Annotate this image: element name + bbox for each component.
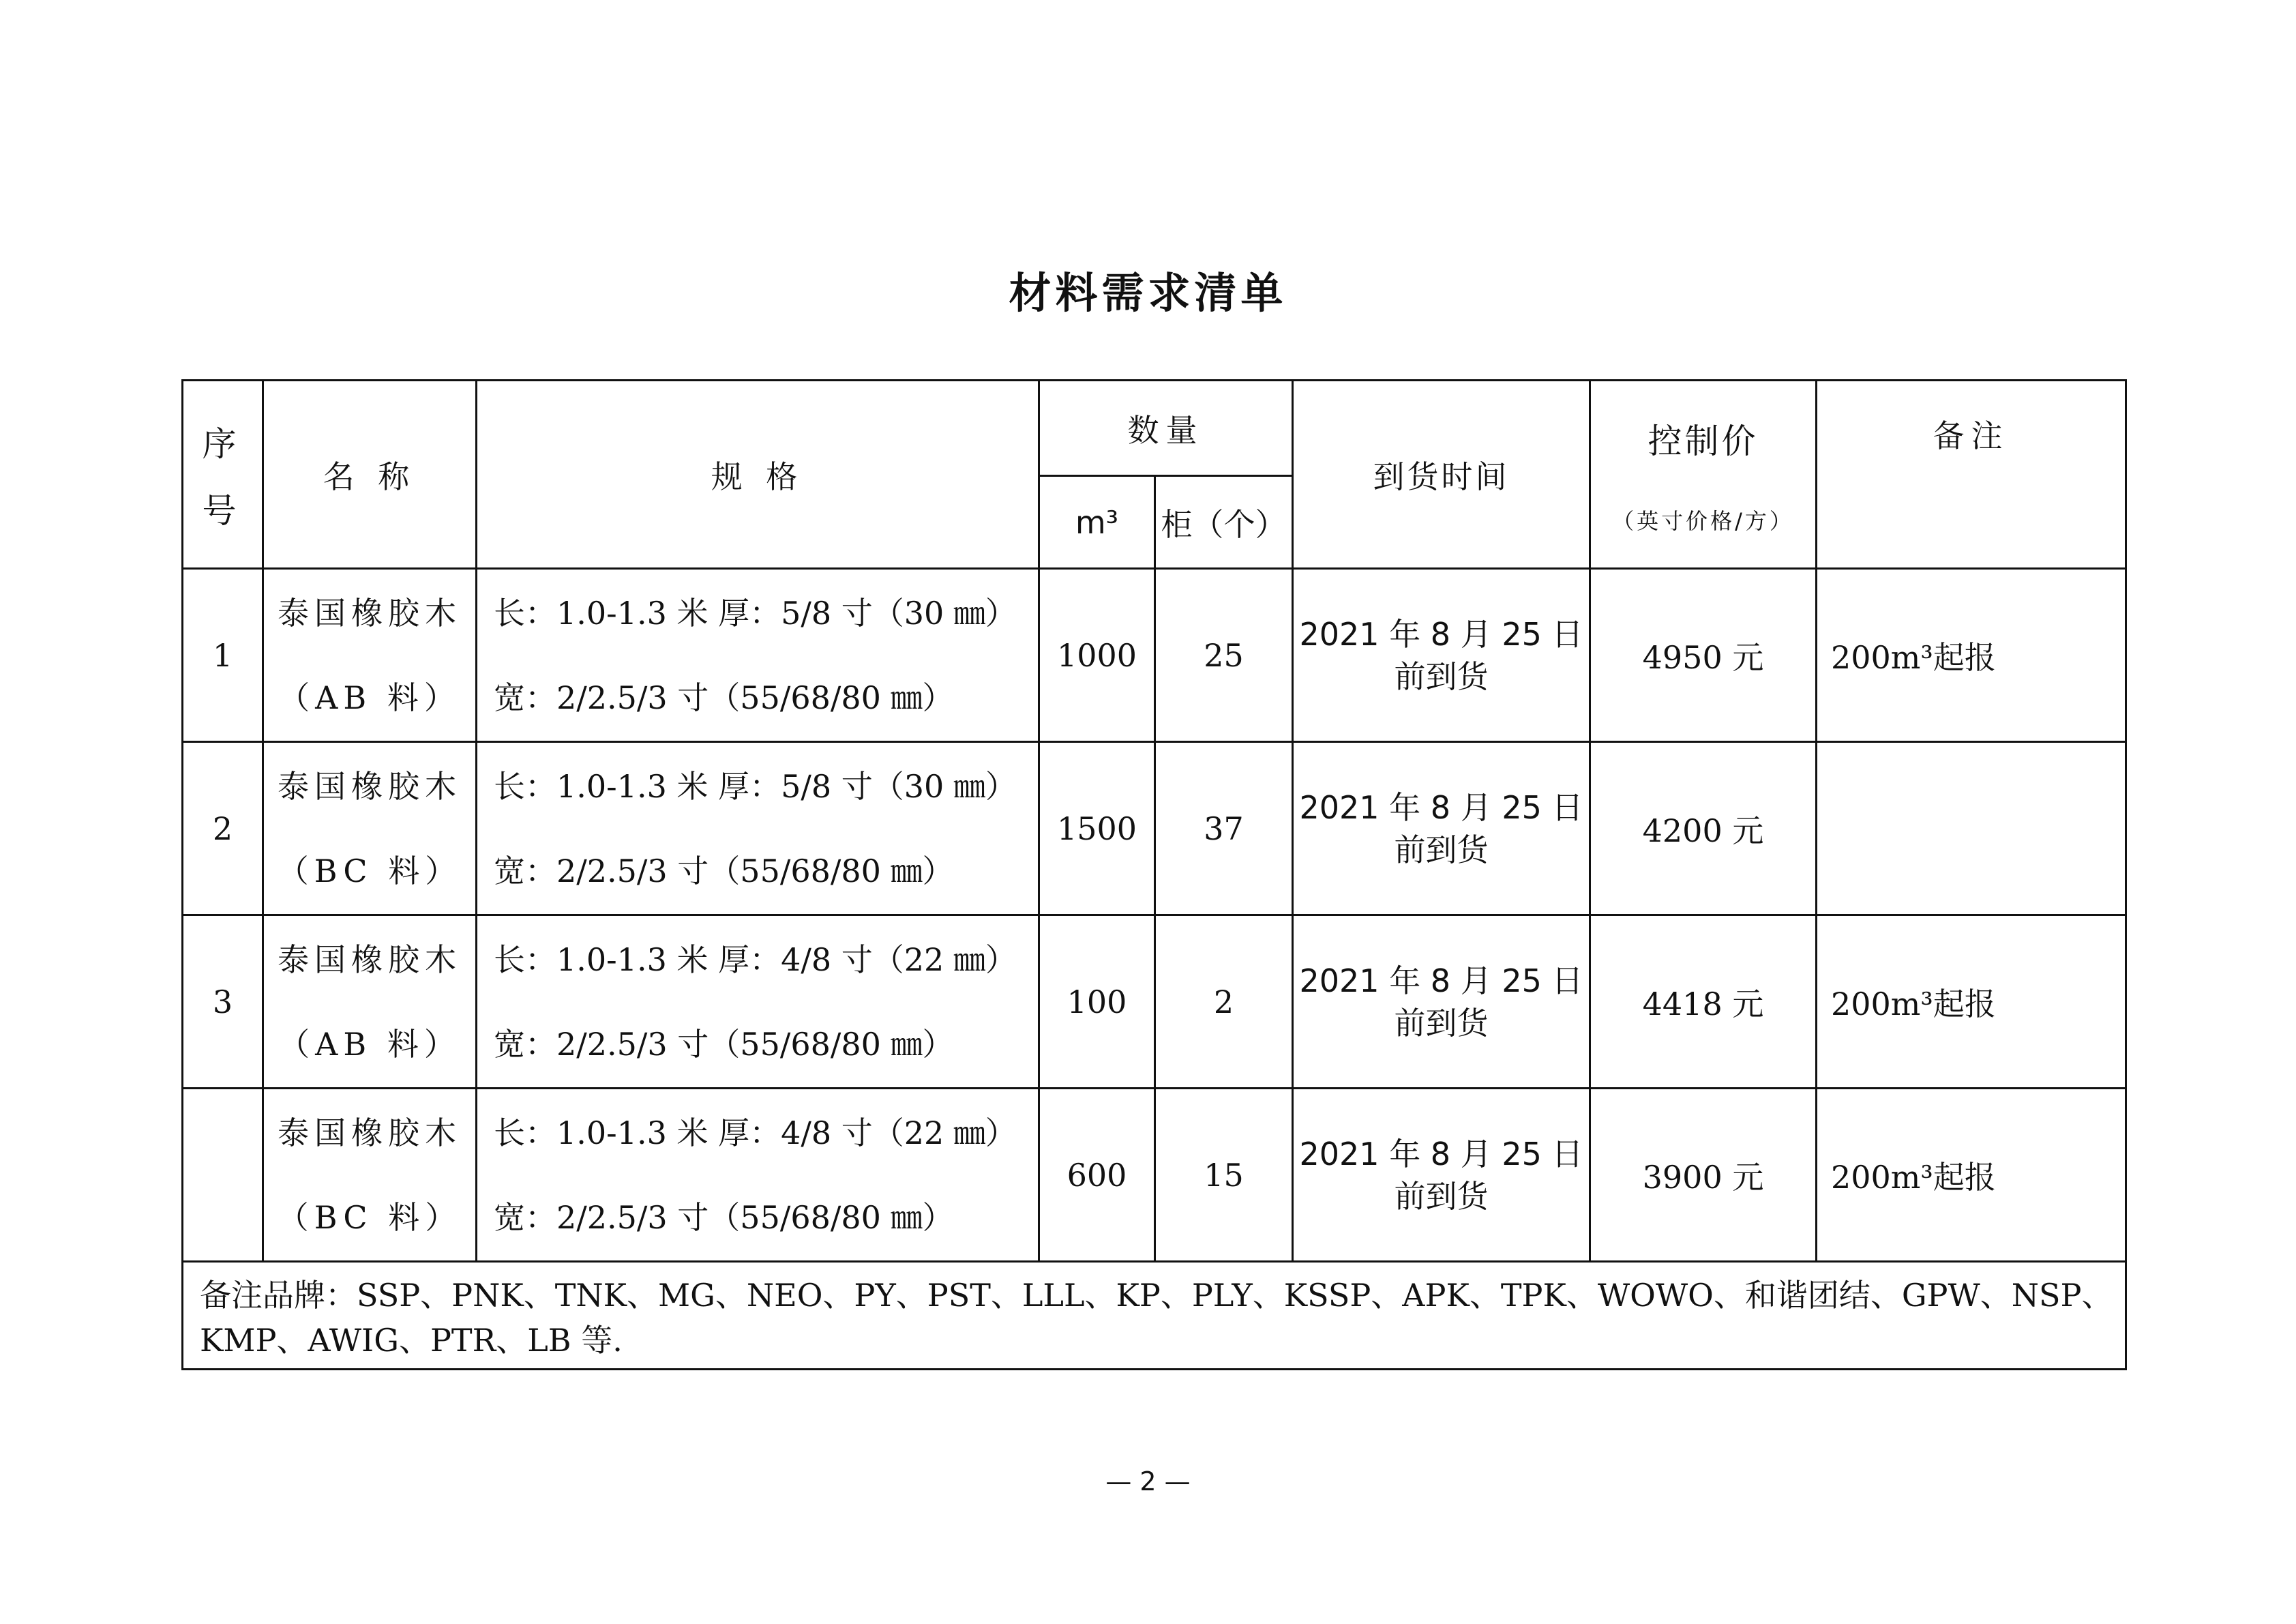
row-spec [477,1089,1039,1262]
row-name-line1: 泰国橡胶木 [278,941,462,978]
material-requirements-table [181,379,2127,1370]
row-spec [477,569,1039,742]
row-name [263,915,477,1089]
row-arrival-line1: 2021 年 8 月 25 日 [1299,962,1583,999]
row-name-line2: （BC 料） [277,1198,462,1236]
header-quantity-containers: 柜（个） [1155,476,1293,569]
row-spec [477,742,1039,915]
row-arrival [1293,742,1590,915]
header-name: 名 称 [263,381,477,569]
row-name-line2: （AB 料） [278,679,461,716]
header-spec: 规 格 [477,381,1039,569]
row-arrival-line2: 前到货 [1394,1004,1489,1042]
row-m3: 1500 [1039,742,1155,915]
row-remark: 200m³起报 [1817,915,2126,1089]
row-m3: 1000 [1039,569,1155,742]
row-remark [1817,742,2126,915]
header-seq-bottom: 号 [202,490,243,531]
document-title: 材料需求清单 [1009,268,1287,318]
header-price-label: 控制价 [1648,421,1759,461]
row-containers: 2 [1155,915,1293,1089]
header-seq [183,381,263,569]
row-name [263,742,477,915]
row-spec-line2: 宽：2/2.5/3 寸（55/68/80 ㎜） [494,679,954,716]
row-m3: 600 [1039,1089,1155,1262]
row-name-line2: （BC 料） [277,852,462,889]
row-name [263,1089,477,1262]
row-spec-line1: 长：1.0-1.3 米 厚：5/8 寸（30 ㎜） [494,767,1017,805]
row-name-line1: 泰国橡胶木 [278,1114,462,1151]
header-quantity: 数量 [1039,381,1293,476]
row-name-line2: （AB 料） [278,1025,461,1063]
row-name-line1: 泰国橡胶木 [278,594,462,632]
row-remark: 200m³起报 [1817,569,2126,742]
row-price: 4200 元 [1590,742,1817,915]
row-name [263,569,477,742]
table-row [183,915,2126,1089]
row-spec-line2: 宽：2/2.5/3 寸（55/68/80 ㎜） [494,1198,954,1236]
page-number: — 2 — [1105,1466,1191,1496]
row-arrival-line1: 2021 年 8 月 25 日 [1299,1135,1583,1172]
row-containers: 15 [1155,1089,1293,1262]
row-arrival [1293,1089,1590,1262]
row-arrival-line2: 前到货 [1394,658,1489,695]
row-remark: 200m³起报 [1817,1089,2126,1262]
table-row [183,569,2126,742]
row-arrival-line1: 2021 年 8 月 25 日 [1299,615,1583,653]
row-arrival-line1: 2021 年 8 月 25 日 [1299,788,1583,826]
row-price: 4950 元 [1590,569,1817,742]
row-containers: 37 [1155,742,1293,915]
header-seq-top: 序 [202,424,243,464]
row-seq: 3 [183,915,263,1089]
row-m3: 100 [1039,915,1155,1089]
table-row [183,742,2126,915]
row-arrival-line2: 前到货 [1394,1177,1489,1215]
row-arrival [1293,569,1590,742]
row-containers: 25 [1155,569,1293,742]
row-price: 3900 元 [1590,1089,1817,1262]
row-seq: 2 [183,742,263,915]
row-spec-line1: 长：1.0-1.3 米 厚：4/8 寸（22 ㎜） [494,941,1017,978]
table-row [183,1089,2126,1262]
header-price [1590,381,1817,569]
row-spec-line2: 宽：2/2.5/3 寸（55/68/80 ㎜） [494,852,954,889]
header-arrival: 到货时间 [1293,381,1590,569]
row-spec-line2: 宽：2/2.5/3 寸（55/68/80 ㎜） [494,1025,954,1063]
brand-footnote: 备注品牌：SSP、PNK、TNK、MG、NEO、PY、PST、LLL、KP、PLY、KSSP、APK、TPK、WOWO、和谐团结、GPW、NSP、KMP、AWIG、PTR、LB 等. [183,1262,2126,1370]
row-spec [477,915,1039,1089]
row-spec-line1: 长：1.0-1.3 米 厚：5/8 寸（30 ㎜） [494,594,1017,632]
row-seq [183,1089,263,1262]
row-price: 4418 元 [1590,915,1817,1089]
row-arrival [1293,915,1590,1089]
header-price-note: （英寸价格/方） [1612,507,1794,534]
row-spec-line1: 长：1.0-1.3 米 厚：4/8 寸（22 ㎜） [494,1114,1017,1151]
header-quantity-m3: m³ [1039,476,1155,569]
header-remark: 备注 [1817,381,2126,569]
row-seq: 1 [183,569,263,742]
row-name-line1: 泰国橡胶木 [278,767,462,805]
row-arrival-line2: 前到货 [1394,831,1489,868]
